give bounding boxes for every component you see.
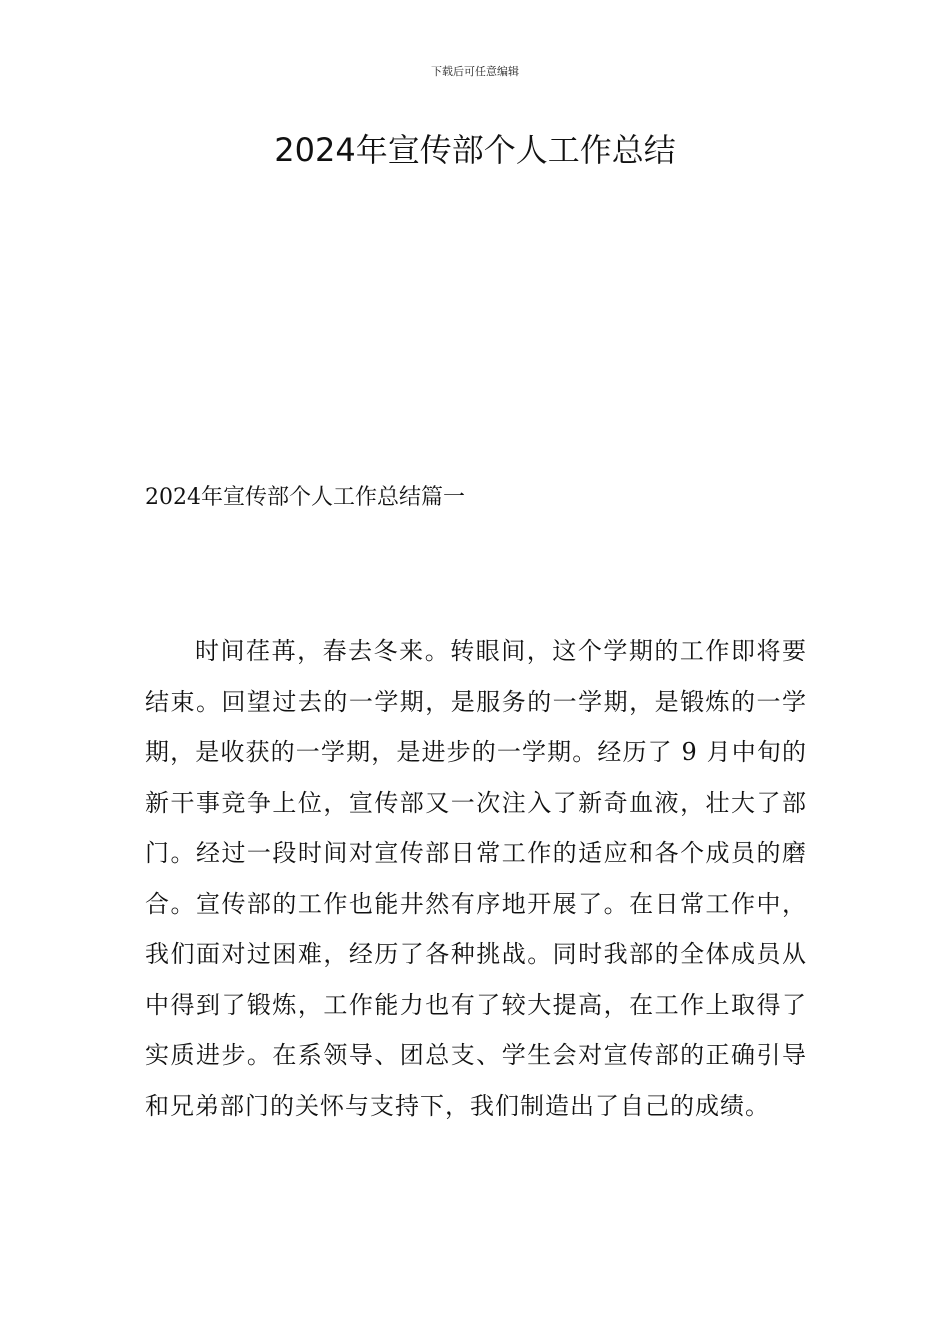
document-title: 2024年宣传部个人工作总结 — [274, 131, 676, 169]
header-note: 下载后可任意编辑 — [431, 65, 519, 78]
section-heading: 2024年宣传部个人工作总结篇一 — [145, 485, 465, 510]
body-paragraph: 时间荏苒，春去冬来。转眼间，这个学期的工作即将要结束。回望过去的一学期，是服务的一学期，是锻炼的一学期，是收获的一学期，是进步的一学期。经历了 9 月中旬的新干事竞争上位，宣传部又一次注入了新奇血液，壮大了部门。经过一段时间对宣传部日常工作的适应和各个成员的磨合。宣传部的工作也能井然有序地开展了。在日常工作中，我们面对过困难，经历了各种挑战。同时我部的全体成员从中得到了锻炼，工作能力也有了较大提高，在工作上取得了实质进步。在系领导、团总支、学生会对宣传部的正确引导和兄弟部门的关怀与支持下，我们制造出了自己的成绩。 — [145, 637, 807, 1120]
